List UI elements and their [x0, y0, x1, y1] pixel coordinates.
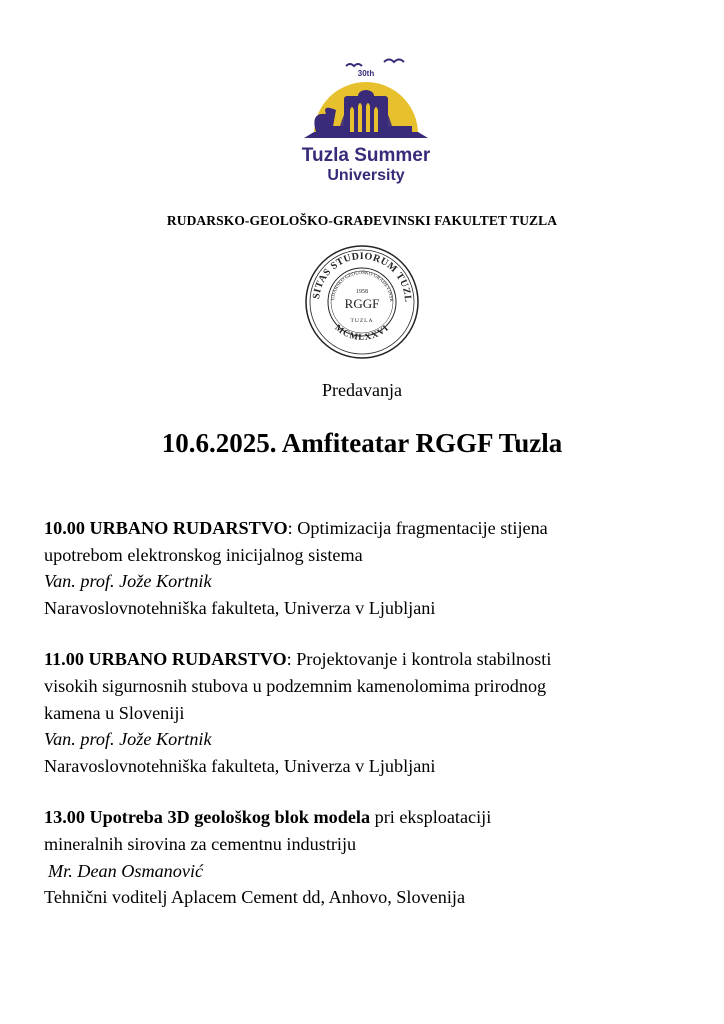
lecture-program: [44, 515, 684, 936]
seal-ring-text: SITAS STUDIORUM TUZL: [311, 250, 414, 303]
logo-graphic: [286, 52, 446, 192]
university-seal: [304, 244, 420, 360]
seal-graphic: [304, 244, 420, 360]
talk-title: [44, 804, 684, 831]
anniversary-label: 30th: [357, 69, 375, 78]
talk-title: [44, 646, 684, 673]
subtitle: Predavanja: [322, 380, 402, 400]
tuzla-summer-university-logo: [286, 52, 446, 192]
talk-affiliation: Naravoslovnotehniška fakulteta, Univerza v Ljubljani: [44, 597, 436, 618]
talk-title-continued: visokih sigurnosnih stubova u podzemnim kamenolomima prirodnog: [44, 675, 547, 696]
talk-item: [44, 646, 684, 779]
talk-item: [44, 515, 684, 621]
seal-roman-numerals: MCMLXXVI: [333, 322, 391, 342]
date-title: 10.6.2025. Amfiteatar RGGF Tuzla: [161, 428, 563, 458]
talk-title-continued: mineralnih sirovina za cementnu industriju: [44, 833, 357, 854]
faculty-name: RUDARSKO-GEOLOŠKO-GRAĐEVINSKI FAKULTET TUZLA: [166, 213, 558, 228]
logo-name-line1: Tuzla Summer: [301, 145, 431, 166]
talk-title: [44, 515, 684, 542]
talk-time-lead: 13.00 Upotreba 3D geološkog blok modela: [44, 807, 371, 828]
talk-title-rest: : Projektovanje i kontrola stabilnosti: [286, 649, 552, 670]
seal-year: 1958: [356, 289, 368, 295]
seal-city: TUZLA: [350, 318, 374, 324]
talk-affiliation: Tehnični voditelj Aplacem Cement dd, Anhovo, Slovenija: [44, 887, 466, 908]
talk-speaker: Mr. Dean Osmanović: [48, 860, 204, 881]
logo-name-line2: University: [327, 167, 405, 184]
talk-time-lead: 10.00 URBANO RUDARSTVO: [44, 518, 288, 538]
talk-speaker: Van. prof. Jože Kortnik: [44, 729, 212, 750]
talk-speaker: Van. prof. Jože Kortnik: [44, 571, 212, 592]
talk-item: [44, 804, 684, 910]
talk-affiliation: Naravoslovnotehniška fakulteta, Univerza v Ljubljani: [44, 755, 436, 776]
talk-title-rest: pri eksploataciji: [370, 807, 492, 828]
talk-title-continued: upotrebom elektronskog inicijalnog sistema: [44, 544, 363, 565]
talk-title-rest: : Optimizacija fragmentacije stijena: [287, 518, 548, 538]
talk-time-lead: 11.00 URBANO RUDARSTVO: [44, 649, 287, 670]
seal-monogram: RGGF: [344, 296, 380, 311]
seal-inner-text: UDARSKO GEOLOŠKO GRAĐEVINSK: [331, 270, 394, 303]
talk-title-continued: kamena u Sloveniji: [44, 702, 185, 723]
